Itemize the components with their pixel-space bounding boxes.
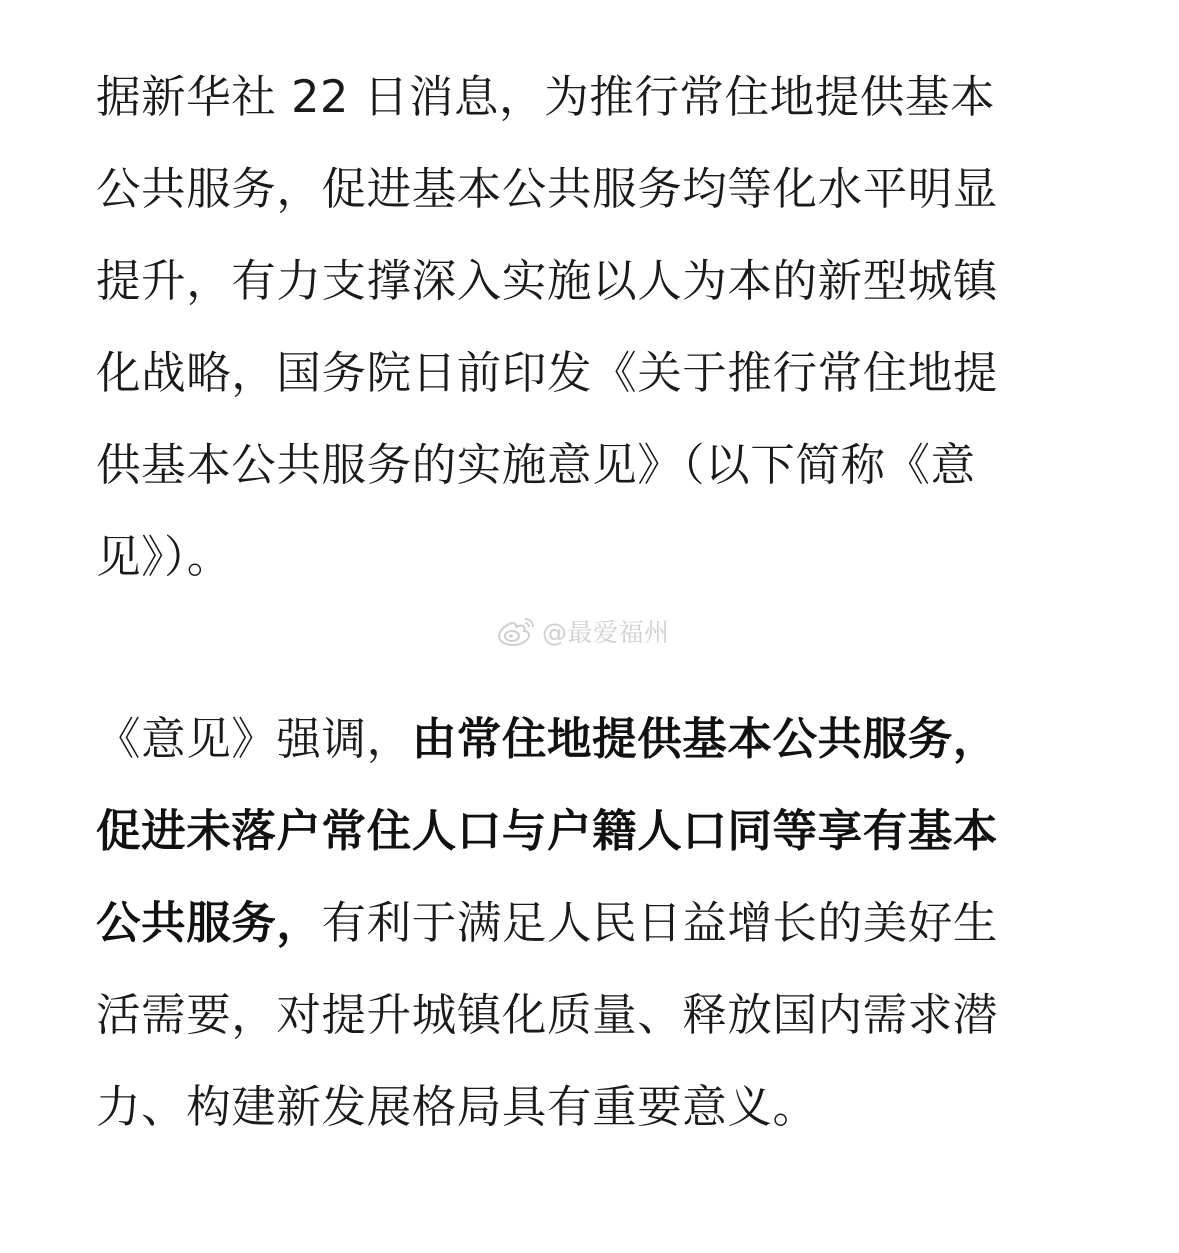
article-paragraph-1	[96, 52, 1086, 604]
paragraph-line: 力、构建新发展格局具有重要意义。	[96, 1082, 818, 1133]
paragraph-line: 提升，有力支撑深入实施以人为本的新型城镇	[96, 256, 999, 307]
weibo-watermark	[494, 614, 670, 648]
normal-text: 有利于满足人民日益增长的美好生	[321, 898, 999, 949]
paragraph-line: 据新华社 22 日消息，为推行常住地提供基本	[96, 72, 996, 123]
bold-text: 公共服务，	[96, 898, 322, 949]
article-paragraph-2	[96, 694, 1086, 1154]
weibo-logo-icon	[494, 614, 538, 648]
paragraph-line-bold: 促进未落户常住人口与户籍人口同等享有基本	[96, 806, 999, 857]
watermark-text: @最爱福州	[542, 618, 670, 647]
paragraph-line	[96, 694, 1086, 786]
paragraph-line: 活需要，对提升城镇化质量、释放国内需求潜	[96, 990, 999, 1041]
paragraph-line: 化战略，国务院日前印发《关于推行常住地提	[96, 348, 999, 399]
paragraph-line	[96, 878, 1086, 970]
paragraph-line: 供基本公共服务的实施意见》（以下简称《意	[96, 440, 976, 491]
normal-text: 《意见》强调，	[96, 714, 412, 765]
bold-text: 由常住地提供基本公共服务，	[411, 714, 999, 765]
paragraph-line: 见》）。	[96, 532, 232, 583]
paragraph-line: 公共服务，促进基本公共服务均等化水平明显	[96, 164, 999, 215]
